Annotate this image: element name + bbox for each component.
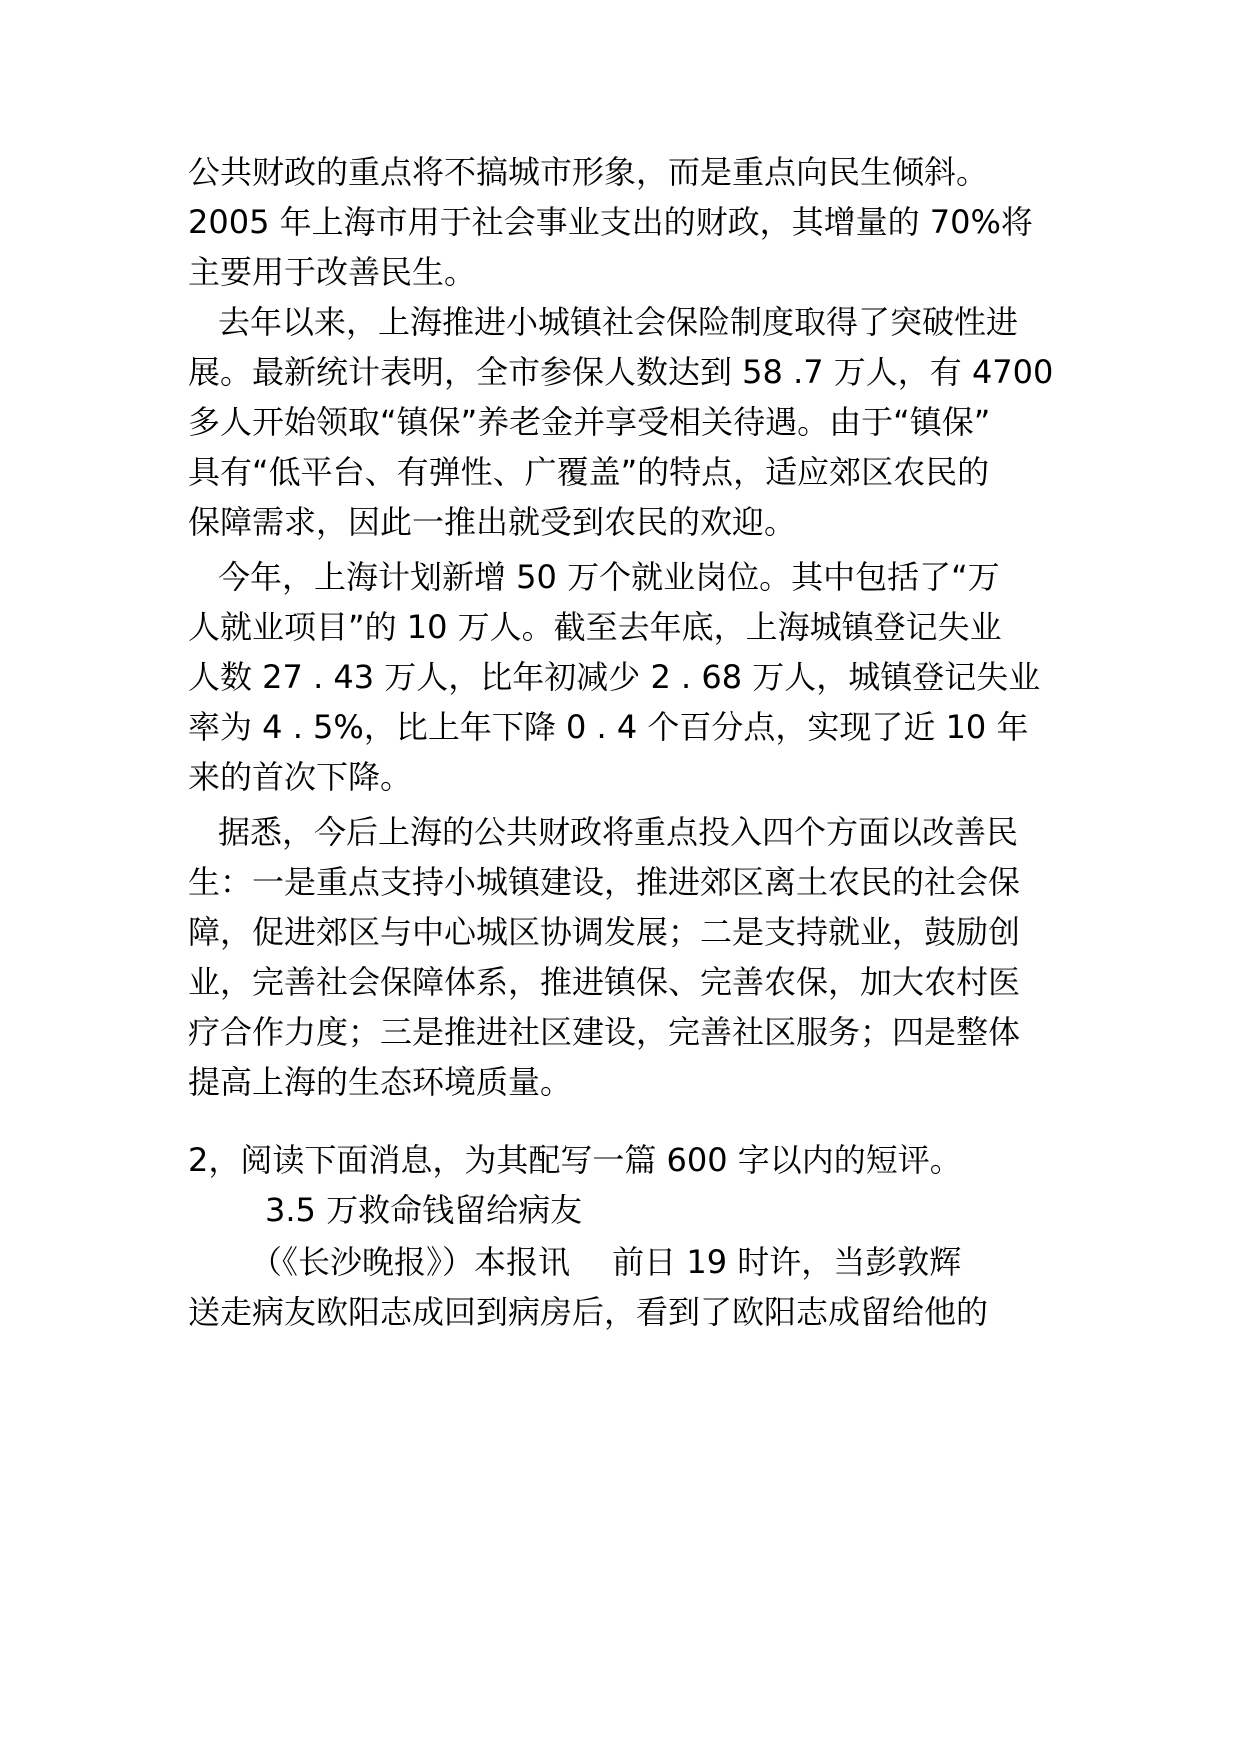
question-heading: 2，阅读下面消息，为其配写一篇 600 字以内的短评。 (188, 1141, 962, 1179)
news-title: 3.5 万救命钱留给病友 (265, 1191, 583, 1229)
paragraph-line: 障，促进郊区与中心城区协调发展；二是支持就业，鼓励创 (188, 913, 1021, 951)
paragraph-line: 疗合作力度；三是推进社区建设，完善社区服务；四是整体 (188, 1013, 1021, 1051)
paragraph-line: 展。最新统计表明，全市参保人数达到 58 .7 万人，有 4700 (188, 353, 1054, 391)
paragraph-line: 主要用于改善民生。 (188, 253, 477, 291)
paragraph-line: 多人开始领取“镇保”养老金并享受相关待遇。由于“镇保” (188, 403, 991, 441)
paragraph-line: 生：一是重点支持小城镇建设，推进郊区离土农民的社会保 (188, 863, 1021, 901)
paragraph-line: （《长沙晚报》）本报讯 前日 19 时许，当彭敦辉 (250, 1243, 962, 1281)
paragraph-line: 率为 4 . 5%，比上年下降 0 . 4 个百分点，实现了近 10 年 (188, 708, 1029, 746)
paragraph-line: 具有“低平台、有弹性、广覆盖”的特点，适应郊区农民的 (188, 453, 990, 491)
paragraph-line: 送走病友欧阳志成回到病房后，看到了欧阳志成留给他的 (188, 1293, 989, 1331)
paragraph-line: 公共财政的重点将不搞城市形象，而是重点向民生倾斜。 (188, 153, 989, 191)
paragraph-line: 据悉，今后上海的公共财政将重点投入四个方面以改善民 (218, 813, 1019, 851)
paragraph-line: 人就业项目”的 10 万人。截至去年底，上海城镇登记失业 (188, 608, 1002, 646)
paragraph-line: 提高上海的生态环境质量。 (188, 1063, 573, 1101)
paragraph-line: 2005 年上海市用于社会事业支出的财政，其增量的 70%将 (188, 203, 1033, 241)
paragraph-line: 保障需求，因此一推出就受到农民的欢迎。 (188, 503, 797, 541)
paragraph-line: 去年以来，上海推进小城镇社会保险制度取得了突破性进 (218, 303, 1019, 341)
paragraph-line: 今年，上海计划新增 50 万个就业岗位。其中包括了“万 (218, 558, 1000, 596)
paragraph-line: 业，完善社会保障体系，推进镇保、完善农保，加大农村医 (188, 963, 1021, 1001)
paragraph-line: 人数 27 . 43 万人，比年初减少 2 . 68 万人，城镇登记失业 (188, 658, 1041, 696)
paragraph-line: 来的首次下降。 (188, 758, 413, 796)
